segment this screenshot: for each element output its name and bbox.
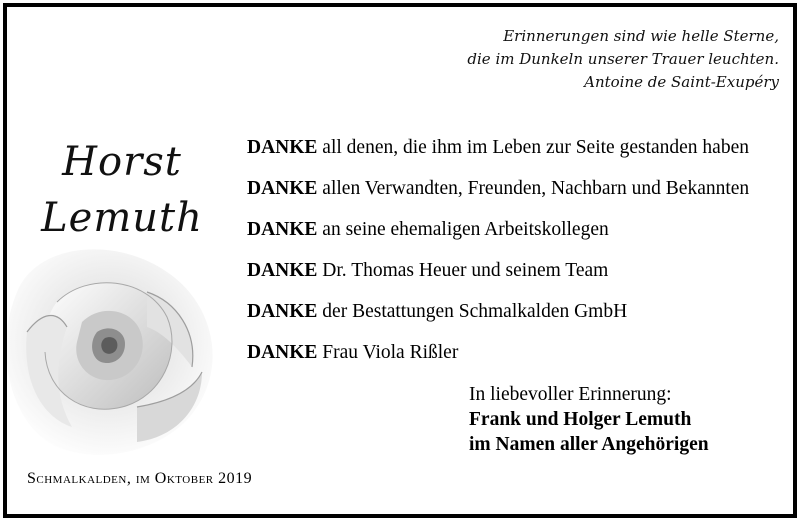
closing-names: Frank und Holger Lemuth [469, 409, 692, 430]
thanks-item: DANKE allen Verwandten, Freunden, Nachbarn und Bekannten [247, 178, 750, 199]
thanks-item: DANKE all denen, die ihm im Leben zur Seite gestanden haben [247, 137, 749, 158]
place-date: Schmalkalden, im Oktober 2019 [27, 470, 253, 487]
quote-line-2: die im Dunkeln unserer Trauer leuchten. [467, 50, 779, 68]
first-name: Horst [62, 139, 182, 185]
quote-author: Antoine de Saint-Exupéry [584, 73, 779, 91]
closing-intro: In liebevoller Erinnerung: [469, 384, 672, 405]
last-name: Lemuth [41, 195, 203, 241]
closing-block [469, 382, 709, 457]
thanks-item: DANKE an seine ehemaligen Arbeitskollegen [247, 219, 609, 240]
obituary-card [3, 3, 797, 518]
thanks-list [247, 127, 797, 373]
quote-block [359, 25, 779, 94]
white-rose-image [3, 232, 237, 472]
thanks-item: DANKE der Bestattungen Schmalkalden GmbH [247, 301, 628, 322]
closing-relatives: im Namen aller Angehörigen [469, 434, 709, 455]
quote-line-1: Erinnerungen sind wie helle Sterne, [503, 27, 779, 45]
thanks-item: DANKE Frau Viola Rißler [247, 342, 459, 363]
thanks-item: DANKE Dr. Thomas Heuer und seinem Team [247, 260, 609, 281]
